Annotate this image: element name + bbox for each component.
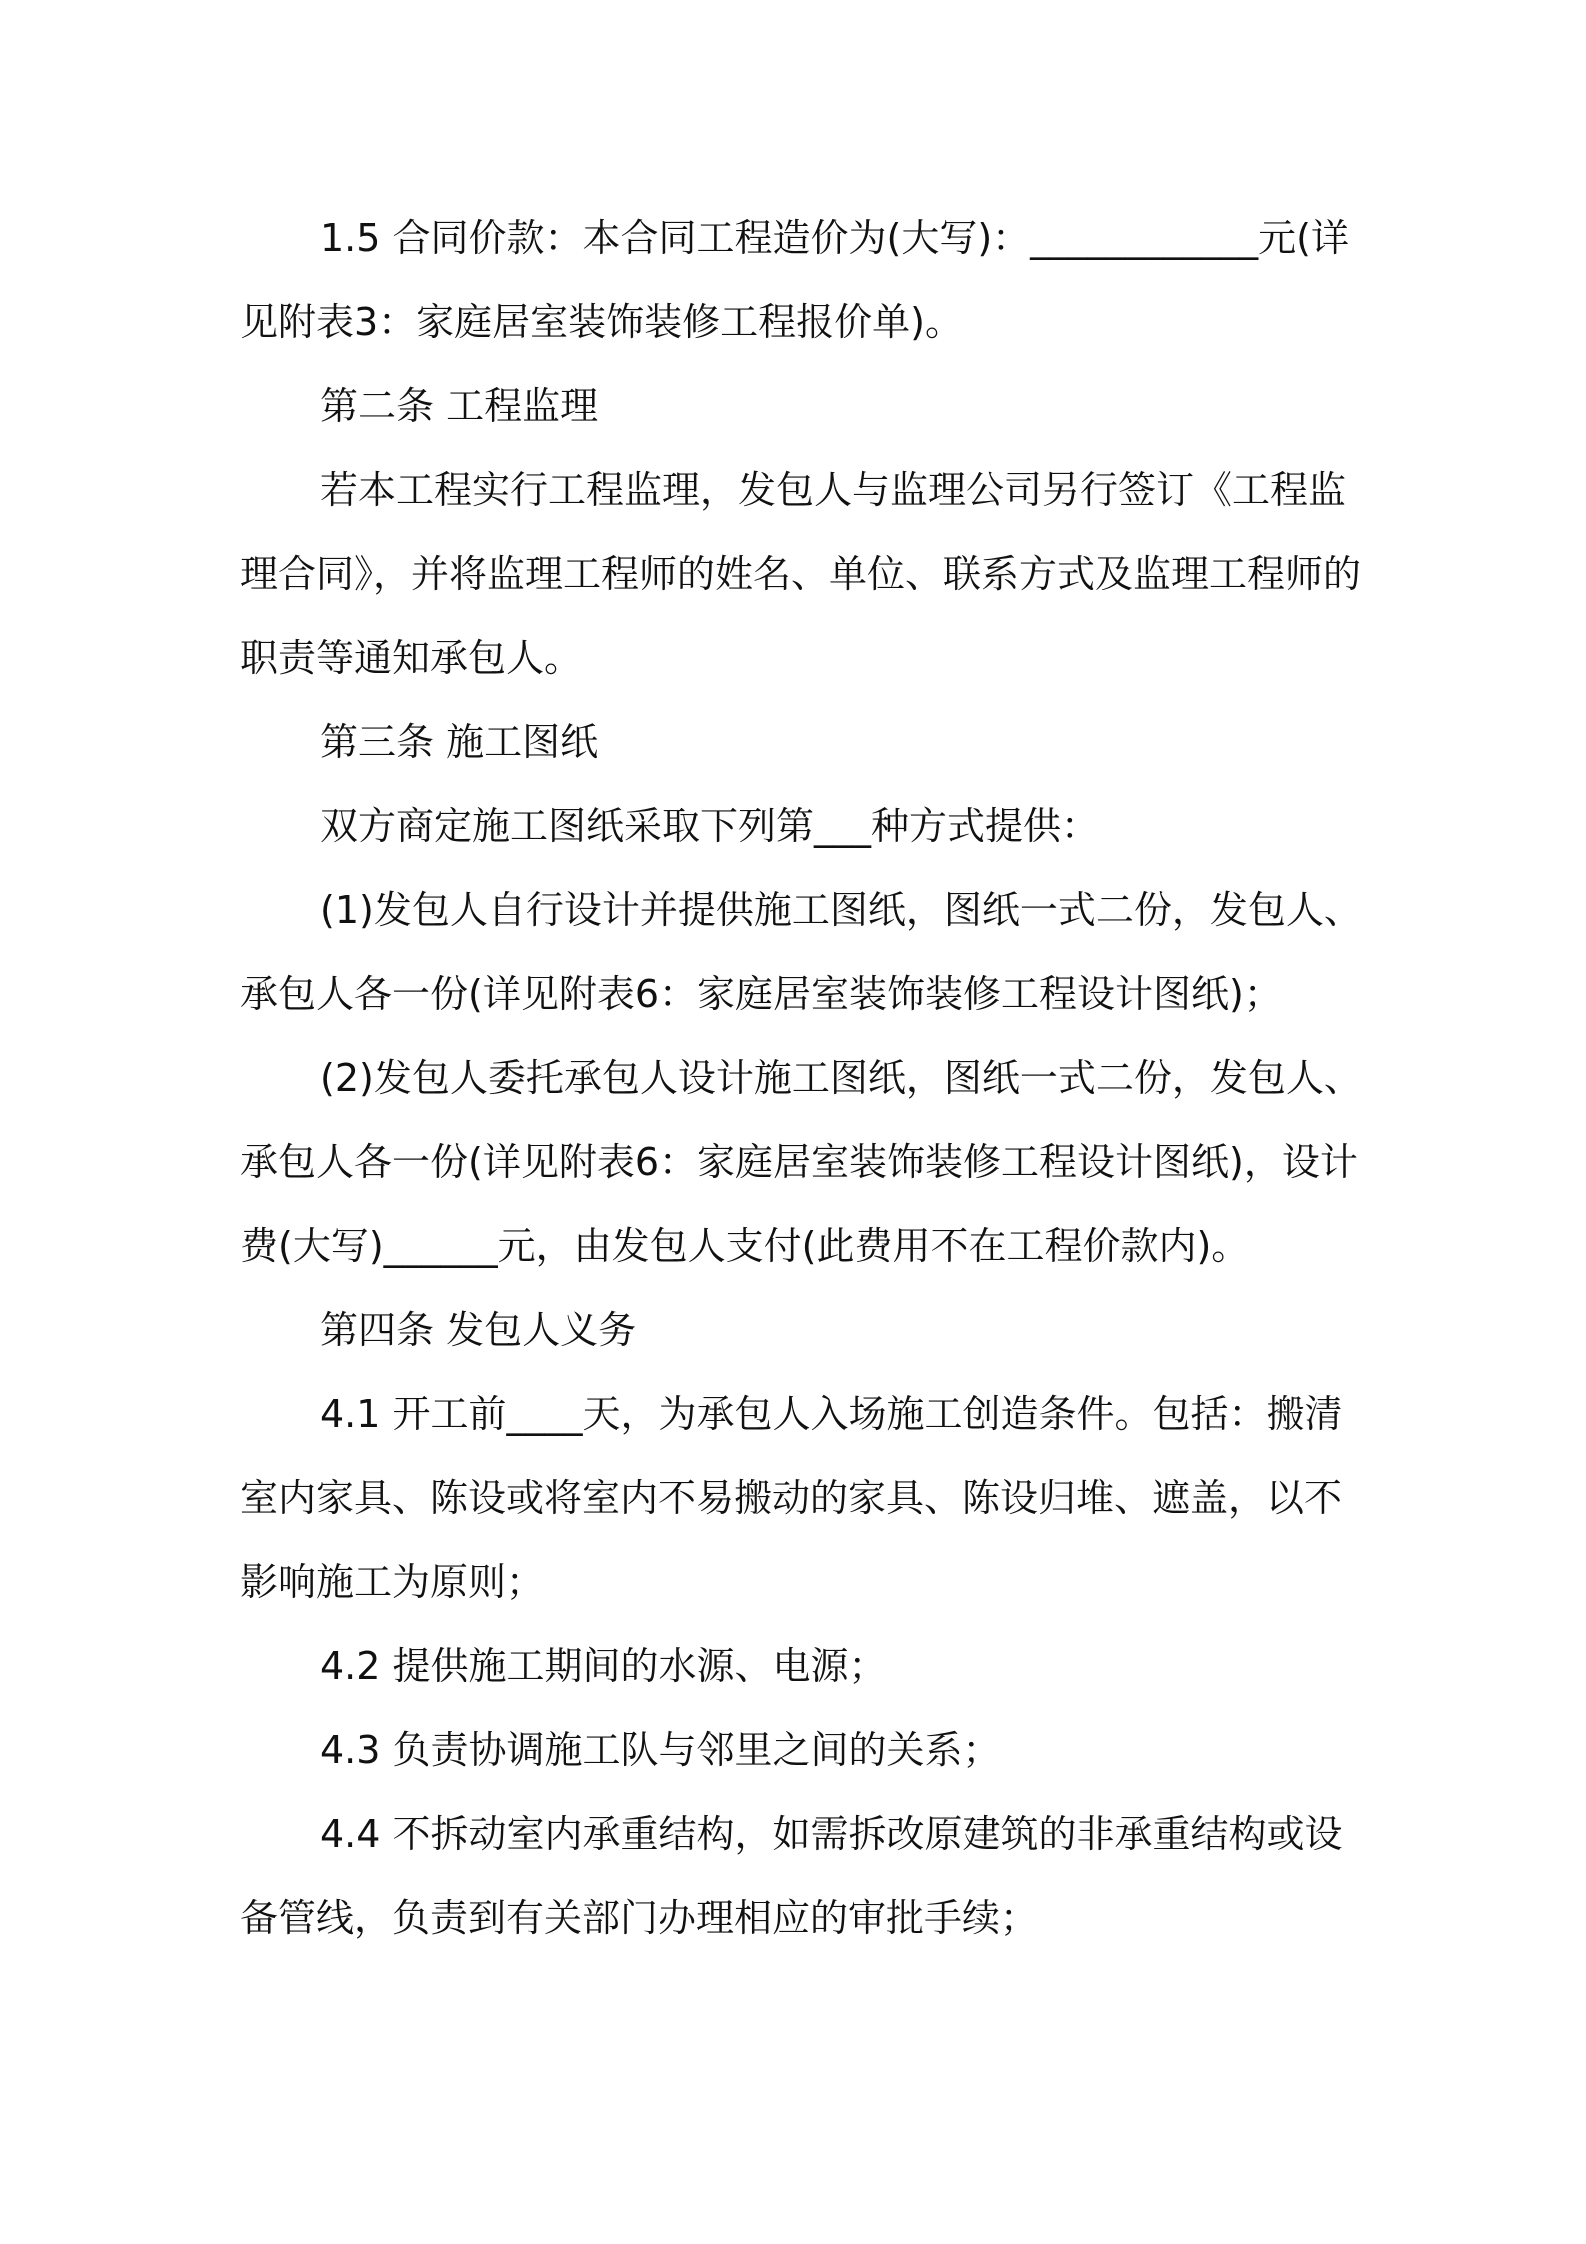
article-3-intro: 双方商定施工图纸采取下列第___种方式提供：: [320, 804, 1100, 848]
clause-4-3: 4.3 负责协调施工队与邻里之间的关系；: [320, 1728, 1001, 1772]
article-2-body: 若本工程实行工程监理，发包人与监理公司另行签订《工程监理合同》，并将监理工程师的姓名、单位、联系方式及监理工程师的职责等通知承包人。: [240, 468, 1362, 680]
clause-4-4: 4.4 不拆动室内承重结构，如需拆改原建筑的非承重结构或设备管线，负责到有关部门办理相应的审批手续；: [240, 1812, 1343, 1940]
clause-4-2: 4.2 提供施工期间的水源、电源；: [320, 1644, 887, 1688]
article-3-option-1: (1)发包人自行设计并提供施工图纸，图纸一式二份，发包人、承包人各一份(详见附表6：家庭居室装饰装修工程设计图纸)；: [240, 888, 1362, 1016]
article-3-heading: 第三条 施工图纸: [320, 720, 599, 764]
article-3-option-2: (2)发包人委托承包人设计施工图纸，图纸一式二份，发包人、承包人各一份(详见附表6：家庭居室装饰装修工程设计图纸)，设计费(大写)______元，由发包人支付(此费用不在工程价款内)。: [240, 1056, 1362, 1268]
clause-4-1: 4.1 开工前____天，为承包人入场施工创造条件。包括：搬清室内家具、陈设或将室内不易搬动的家具、陈设归堆、遮盖，以不影响施工为原则；: [240, 1392, 1343, 1604]
article-2-heading: 第二条 工程监理: [320, 384, 599, 428]
document-body: [240, 196, 1370, 1960]
article-4-heading: 第四条 发包人义务: [320, 1308, 637, 1352]
clause-1-5: 1.5 合同价款：本合同工程造价为(大写)：____________元(详见附表3：家庭居室装饰装修工程报价单)。: [240, 216, 1349, 344]
